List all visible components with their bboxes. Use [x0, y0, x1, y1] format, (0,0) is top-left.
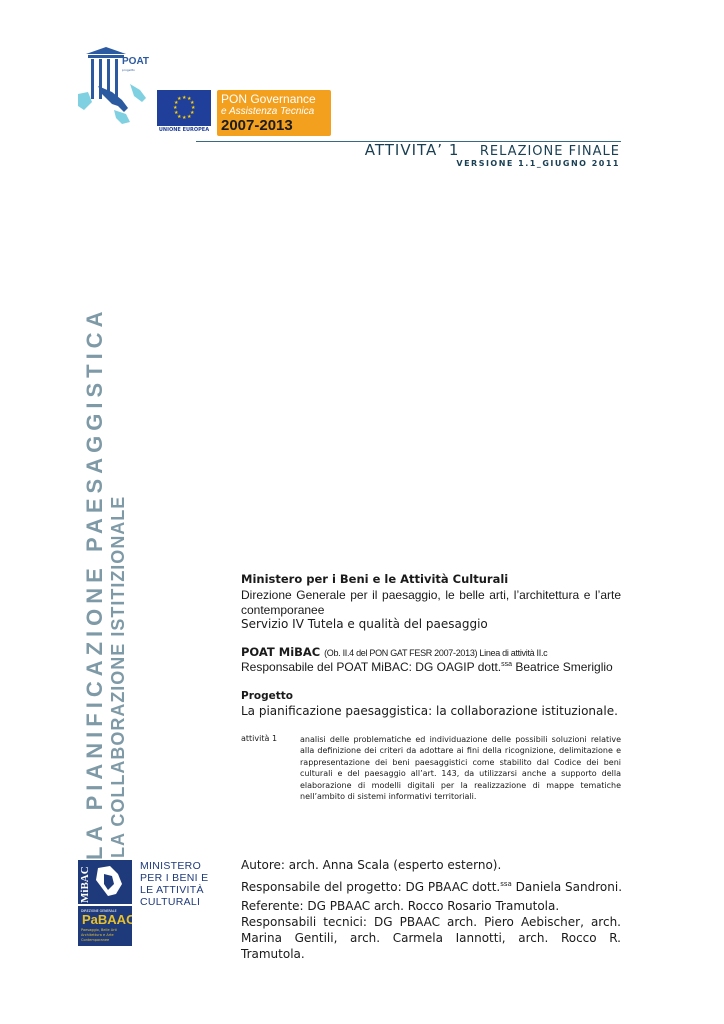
responsabile-prefix: Responsabile del POAT MiBAC: DG OAGIP dott. [241, 660, 502, 674]
svg-text:★: ★ [177, 96, 182, 102]
mibac-emblem [78, 860, 132, 946]
ministry-wordmark-line: CULTURALI [140, 896, 201, 908]
svg-text:★: ★ [182, 115, 187, 121]
pabaac-small: DIREZIONE GENERALE [81, 909, 117, 913]
svg-text:★: ★ [177, 114, 182, 120]
mibac-logo [78, 860, 132, 946]
credit-autore: Autore: arch. Anna Scala (esperto esterno). [241, 858, 502, 872]
svg-text:★: ★ [174, 100, 179, 106]
poat-logo [78, 44, 156, 130]
report-title-main: ATTIVITA’ 1 [364, 141, 460, 159]
ministry-name: Ministero per i Beni e le Attività Culturali [241, 572, 509, 586]
mibac-vertical-text: MiBAC [79, 866, 91, 903]
poat-detail: (Ob. II.4 del PON GAT FESR 2007-2013) Linea di attività II.c [324, 648, 548, 658]
ministry-service: Servizio IV Tutela e qualità del paesaggio [241, 617, 488, 631]
poat-logo-label: POAT [122, 56, 150, 67]
eu-caption: UNIONE EUROPEA [158, 127, 210, 133]
svg-text:★: ★ [190, 110, 195, 116]
report-title [330, 141, 620, 159]
ministry-wordmark-line: MINISTERO [140, 860, 202, 872]
credits [241, 856, 621, 916]
svg-text:★: ★ [187, 96, 192, 102]
activity-description: analisi delle problematiche ed individuazione delle possibili soluzioni relative alla definizione dei criteri da adottare ai fini della ricognizione, delimitazione e rappresentazione dei beni paesaggistici come stabilito dal Codice dei beni culturali e del paesaggio all’art. 143, da utilizzarsi anche a supporto della elaborazione di modelli digitali per la realizzazione di mappe tematiche nell’ambito di sistemi informativi territoriali. [300, 735, 621, 802]
progetto-title: La pianificazione paesaggistica: la collaborazione istituzionale. [241, 704, 618, 718]
activity-label: attività 1 [241, 734, 278, 743]
vertical-title-sub: LA COLLABORAZIONE ISTITIZIONALE [108, 495, 128, 858]
poat-responsabile [241, 660, 621, 674]
svg-text:★: ★ [174, 110, 179, 116]
svg-text:progetto: progetto [122, 68, 135, 72]
pabaac-line-3: Contemporanee [81, 938, 110, 942]
pabaac-line-1: Paesaggio, Belle Arti [81, 928, 117, 932]
pon-line2: e Assistenza Tecnica [221, 106, 315, 117]
credit-tecnici: Responsabili tecnici: DG PBAAC arch. Piero Aebischer, arch. Marina Gentili, arch. Carmela Iannotti, arch. Rocco R. Tramutola. [241, 915, 621, 961]
credit-responsabile [241, 875, 621, 897]
responsabile-sup: ssa [501, 661, 513, 668]
report-version: VERSIONE 1.1_GIUGNO 2011 [456, 159, 620, 168]
credit-referente: Referente: DG PBAAC arch. Rocco Rosario Tramutola. [241, 899, 560, 913]
ministry-wordmark-line: LE ATTIVITÀ [140, 884, 204, 896]
pon-governance-logo [217, 90, 331, 136]
report-title-sub: RELAZIONE FINALE [479, 144, 620, 159]
credit-resp-name: Daniela Sandroni. [511, 880, 623, 894]
eu-flag-logo [157, 90, 211, 136]
credit-resp-prefix: Responsabile del progetto: DG PBAAC dott. [241, 880, 501, 894]
pon-years: 2007-2013 [221, 117, 293, 134]
svg-text:★: ★ [187, 114, 192, 120]
vertical-title-main: LA PIANIFICAZIONE PAESAGGISTICA [82, 306, 107, 860]
pabaac-line-2: Architettura e Arte [81, 933, 114, 937]
ministry-direction: Direzione Generale per il paesaggio, le belle arti, l’architettura e l’arte contemporanee [241, 588, 621, 617]
eu-stars-icon [157, 90, 211, 126]
poat-emblem [78, 44, 156, 130]
poat-line [241, 645, 621, 659]
responsabile-name: Beatrice Smeriglio [512, 660, 613, 674]
svg-text:★: ★ [182, 95, 187, 101]
ministry-wordmark [140, 860, 208, 908]
pabaac-name: PaBAAC [82, 912, 132, 927]
pon-line1: PON Governance [221, 92, 316, 106]
svg-text:★: ★ [190, 100, 195, 106]
progetto-label: Progetto [241, 690, 293, 702]
svg-text:★: ★ [173, 105, 178, 111]
credit-resp-sup: ssa [500, 880, 512, 888]
ministry-wordmark-line: PER I BENI E [140, 872, 209, 884]
svg-text:★: ★ [191, 105, 196, 111]
poat-name: POAT MiBAC [241, 645, 321, 659]
